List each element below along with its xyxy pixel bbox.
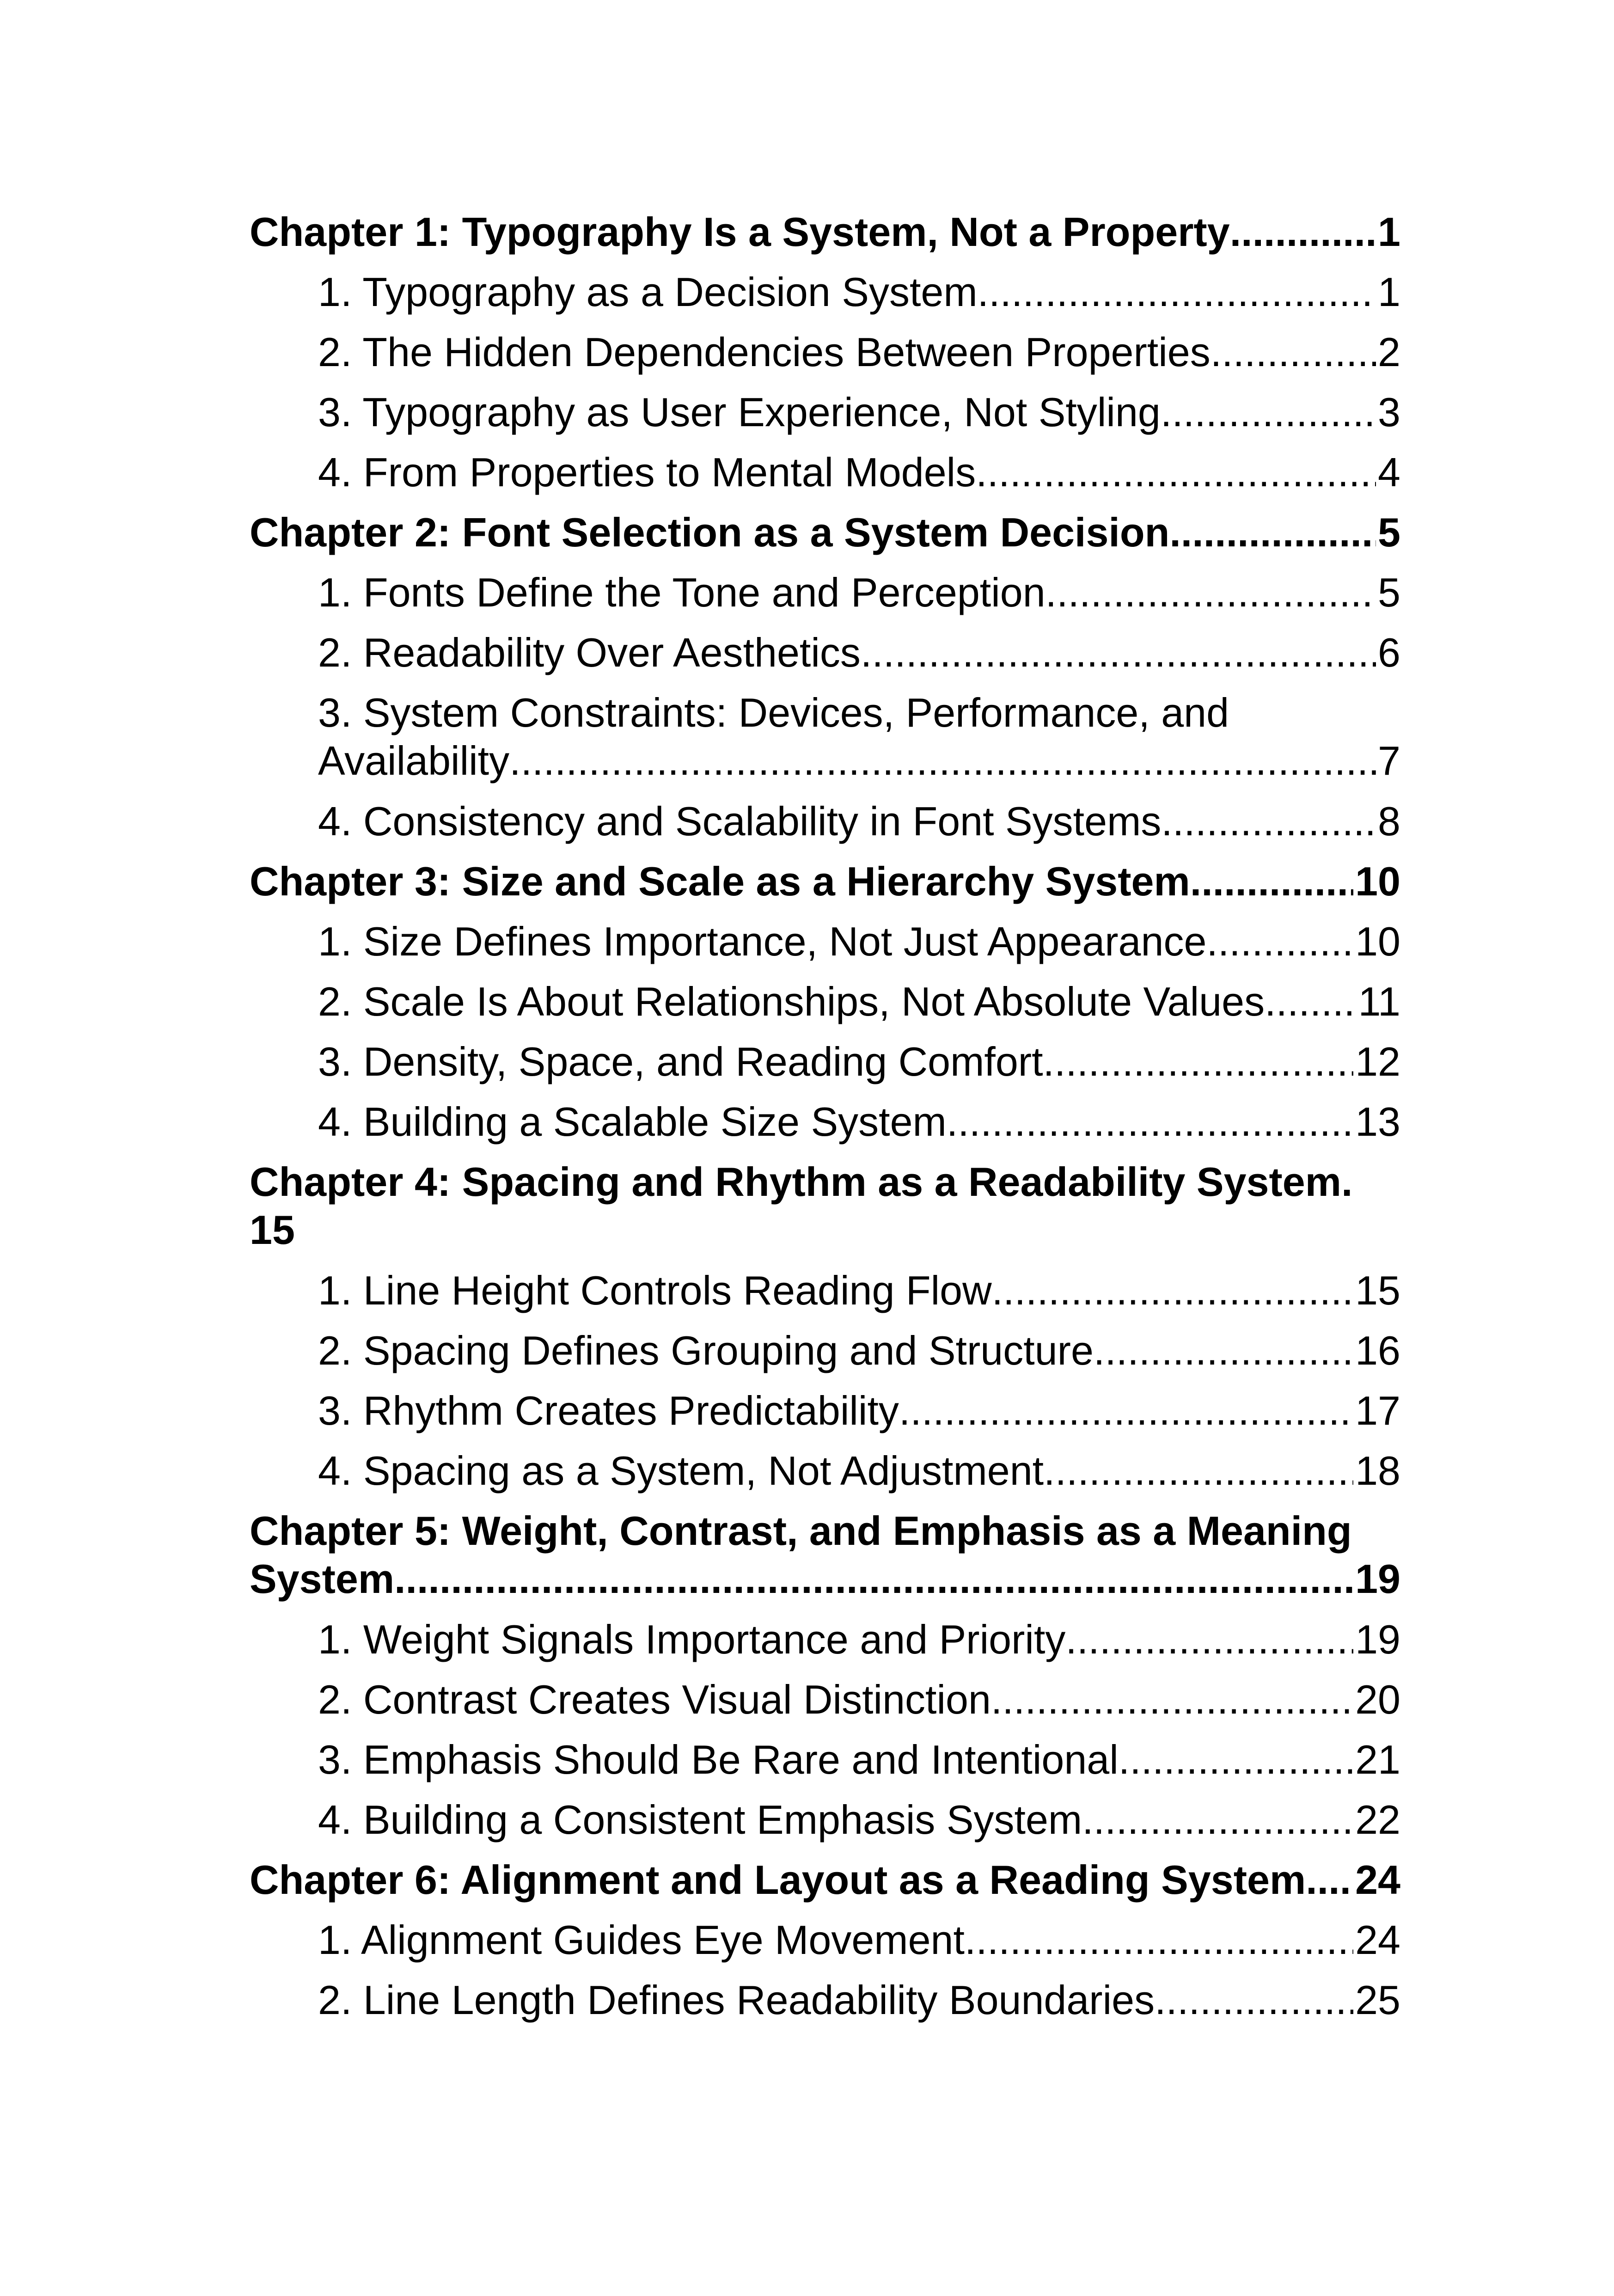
toc-entry-title: 4. Building a Consistent Emphasis System [318,1797,1082,1843]
toc-chapter-entry[interactable] [250,1507,1400,1603]
toc-section-entry[interactable] [318,978,1400,1026]
toc-entry-title: 4. Spacing as a System, Not Adjustment [318,1448,1044,1494]
toc-section-entry[interactable] [318,569,1400,617]
dot-leader [1044,1447,1353,1495]
toc-page-number: 15 [250,1207,295,1253]
toc-entry-title: Chapter 1: Typography Is a System, Not a Property [250,209,1230,255]
toc-chapter-entry[interactable] [250,857,1400,906]
toc-entry-title: 2. Contrast Creates Visual Distinction [318,1677,991,1722]
toc-page-number: 3 [1378,389,1400,435]
dot-leader [1161,388,1376,436]
toc-page-number: 20 [1355,1677,1400,1722]
toc-entry-title: Chapter 2: Font Selection as a System Decision [250,509,1170,555]
toc-entry-title: Availability [318,738,510,784]
toc-page-number: 24 [1355,1917,1400,1963]
toc-entry-title: 1. Fonts Define the Tone and Perception [318,569,1045,615]
toc-section-entry[interactable] [318,1387,1400,1435]
toc-chapter-entry[interactable] [250,1158,1400,1254]
toc-section-entry[interactable] [318,1447,1400,1495]
toc-page-number: 8 [1378,798,1400,844]
toc-chapter-entry[interactable] [250,1856,1400,1904]
toc-entry-title: 4. Consistency and Scalability in Font Systems [318,798,1162,844]
dot-leader [394,1555,1353,1603]
toc-page-number: 11 [1358,979,1400,1024]
toc-section-entry[interactable] [318,328,1400,376]
toc-page-number: 7 [1378,738,1400,784]
toc-page-number: 1 [1378,269,1400,315]
dot-leader [1119,1736,1353,1784]
toc-page-number: 4 [1378,449,1400,495]
dot-leader [509,737,1376,785]
toc-page-number: 6 [1378,630,1400,675]
toc-page-number: 18 [1355,1448,1400,1494]
toc-section-entry[interactable] [318,1736,1400,1784]
toc-page-number: 13 [1355,1099,1400,1145]
toc-entry-title: Chapter 6: Alignment and Layout as a Reading System [250,1857,1306,1903]
dot-leader [1161,797,1376,845]
dot-leader [1169,508,1376,557]
toc-page-number: 21 [1355,1737,1400,1782]
toc-entry-title: 2. The Hidden Dependencies Between Properties [318,329,1210,375]
toc-page-number: 19 [1355,1616,1400,1662]
dot-leader [1190,857,1353,906]
toc-section-entry[interactable] [318,1038,1400,1086]
dot-leader [978,268,1376,316]
toc-page-number: 24 [1355,1857,1400,1903]
toc-entry-title: 2. Spacing Defines Grouping and Structure [318,1328,1094,1373]
toc-entry-title-line1: Chapter 5: Weight, Contrast, and Emphasis as a Meaning [250,1508,1352,1554]
toc-page-number: 1 [1378,209,1400,255]
toc-entry-title: System [250,1556,395,1602]
toc-page-number: 10 [1355,918,1400,964]
toc-entry-title: 1. Size Defines Importance, Not Just Appearance [318,918,1207,964]
dot-leader [1230,208,1376,256]
toc-entry-title: 3. Emphasis Should Be Rare and Intentional [318,1737,1119,1782]
toc-page-number: 2 [1378,329,1400,375]
dot-leader [965,1916,1353,1964]
toc-entry-title: 2. Line Length Defines Readability Boundaries [318,1977,1155,2023]
dot-leader [991,1676,1353,1724]
toc-entry-title: 1. Weight Signals Importance and Priority [318,1616,1066,1662]
toc-section-entry[interactable] [318,1976,1400,2024]
toc-entry-title: Chapter 3: Size and Scale as a Hierarchy System [250,858,1190,904]
toc-section-entry[interactable] [318,1676,1400,1724]
toc-chapter-entry[interactable] [250,508,1400,557]
toc-entry-title: 1. Alignment Guides Eye Movement [318,1917,965,1963]
toc-entry-title: 1. Line Height Controls Reading Flow [318,1267,992,1313]
toc-section-entry[interactable] [318,1267,1400,1315]
toc-section-entry[interactable] [318,629,1400,677]
dot-leader [1155,1976,1353,2024]
toc-page-number: 10 [1355,858,1400,904]
toc-section-entry[interactable] [318,1098,1400,1146]
dot-leader [1043,1038,1354,1086]
toc-entry-title: 4. Building a Scalable Size System [318,1099,947,1145]
toc-section-entry[interactable] [318,689,1400,785]
toc-section-entry[interactable] [318,1327,1400,1375]
toc-chapter-entry[interactable] [250,208,1400,256]
toc-entry-title: 3. Density, Space, and Reading Comfort [318,1039,1043,1084]
toc-page-number: 17 [1355,1388,1400,1433]
dot-leader [1210,328,1376,376]
dot-leader [1265,978,1357,1026]
toc-section-entry[interactable] [318,388,1400,436]
toc-entry-title: 3. Rhythm Creates Predictability [318,1388,899,1433]
toc-entry-title: 1. Typography as a Decision System [318,269,978,315]
toc-section-entry[interactable] [318,448,1400,496]
toc-page-number: 5 [1378,509,1400,555]
toc-page-number: 15 [1355,1267,1400,1313]
dot-leader [1094,1327,1353,1375]
toc-page-number: 16 [1355,1328,1400,1373]
dot-leader [976,448,1376,496]
dot-leader [899,1387,1353,1435]
toc-entry-title: 2. Readability Over Aesthetics [318,630,861,675]
dot-leader [1206,918,1353,966]
dot-leader [1065,1616,1353,1664]
toc-page-number: 25 [1355,1977,1400,2023]
toc-page-number: 22 [1355,1797,1400,1843]
toc-page-number: 5 [1378,569,1400,615]
toc-entry-title-line1: Chapter 4: Spacing and Rhythm as a Readability System. [250,1159,1353,1205]
dot-leader [992,1267,1353,1315]
toc-page-number: 19 [1355,1556,1400,1602]
dot-leader [1045,569,1376,617]
dot-leader [947,1098,1353,1146]
dot-leader [861,629,1376,677]
toc-entry-title: 2. Scale Is About Relationships, Not Absolute Values [318,979,1265,1024]
toc-section-entry[interactable] [318,1796,1400,1844]
toc-entry-title: 3. Typography as User Experience, Not Styling [318,389,1161,435]
toc-section-entry[interactable] [318,268,1400,316]
dot-leader [1082,1796,1353,1844]
toc-section-entry[interactable] [318,797,1400,845]
toc-entry-title: 4. From Properties to Mental Models [318,449,976,495]
toc-section-entry[interactable] [318,1916,1400,1964]
toc-entry-title-line1: 3. System Constraints: Devices, Performance, and [318,690,1229,735]
toc-page-number: 12 [1355,1039,1400,1084]
toc-section-entry[interactable] [318,1616,1400,1664]
dot-leader [1306,1856,1353,1904]
toc-section-entry[interactable] [318,918,1400,966]
